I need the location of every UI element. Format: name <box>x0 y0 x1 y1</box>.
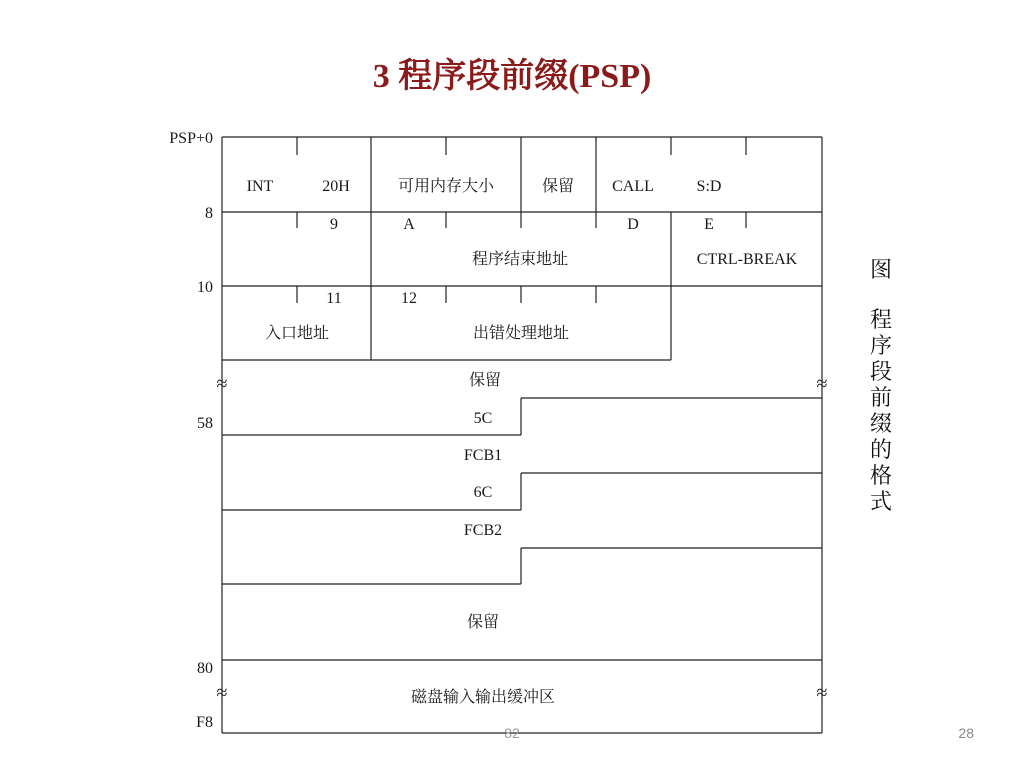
caption-prefix: 图 <box>869 258 892 283</box>
caption-char: 序 <box>869 334 892 359</box>
byte-a: A <box>403 216 415 233</box>
byte-d: D <box>627 216 639 233</box>
offset-10: 10 <box>197 279 213 296</box>
field-call: CALL <box>612 178 654 195</box>
offset-58: 58 <box>197 415 213 432</box>
field-fcb2: FCB2 <box>463 522 503 539</box>
field-reserved-1: 保留 <box>468 372 502 389</box>
wave-right-2: ≈ <box>816 682 828 704</box>
field-disk-buffer: 磁盘输入输出缓冲区 <box>410 689 556 706</box>
caption-char: 式 <box>869 490 892 515</box>
byte-9: 9 <box>330 216 338 233</box>
caption-char: 程 <box>869 308 892 333</box>
wave-left-1: ≈ <box>216 373 228 395</box>
offset-80: 80 <box>197 660 213 677</box>
field-20h: 20H <box>322 178 350 195</box>
field-mem-size: 可用内存大小 <box>397 178 495 195</box>
slide-number: 28 <box>958 725 974 741</box>
caption-char: 的 <box>869 438 892 463</box>
field-fcb1: FCB1 <box>463 447 503 464</box>
diagram-lines <box>222 137 822 733</box>
label-5c: 5C <box>473 410 493 427</box>
slide-title: 3 程序段前缀(PSP) <box>372 58 652 95</box>
caption-char: 前 <box>869 386 892 411</box>
offset-8: 8 <box>205 205 213 222</box>
field-error-handler: 出错处理地址 <box>472 325 570 342</box>
page-number-center: 82 <box>504 725 520 741</box>
byte-e: E <box>704 216 714 233</box>
wave-left-2: ≈ <box>216 682 228 704</box>
field-reserved-2: 保留 <box>466 614 500 631</box>
field-ctrl-break: CTRL-BREAK <box>696 251 798 268</box>
label-6c: 6C <box>473 484 493 501</box>
byte-12: 12 <box>401 290 417 307</box>
byte-11: 11 <box>326 290 342 307</box>
caption-char: 段 <box>869 360 892 385</box>
field-entry-address: 入口地址 <box>264 325 330 342</box>
field-reserved-r0: 保留 <box>541 178 575 195</box>
caption-char: 格 <box>869 464 892 489</box>
offset-f8: F8 <box>196 714 213 731</box>
field-sd: S:D <box>696 178 722 195</box>
wave-right-1: ≈ <box>816 373 828 395</box>
figure-caption <box>866 258 896 516</box>
caption-char: 缀 <box>869 412 892 437</box>
field-int: INT <box>246 178 274 195</box>
field-end-address: 程序结束地址 <box>471 251 569 268</box>
offset-psp0: PSP+0 <box>169 130 213 147</box>
